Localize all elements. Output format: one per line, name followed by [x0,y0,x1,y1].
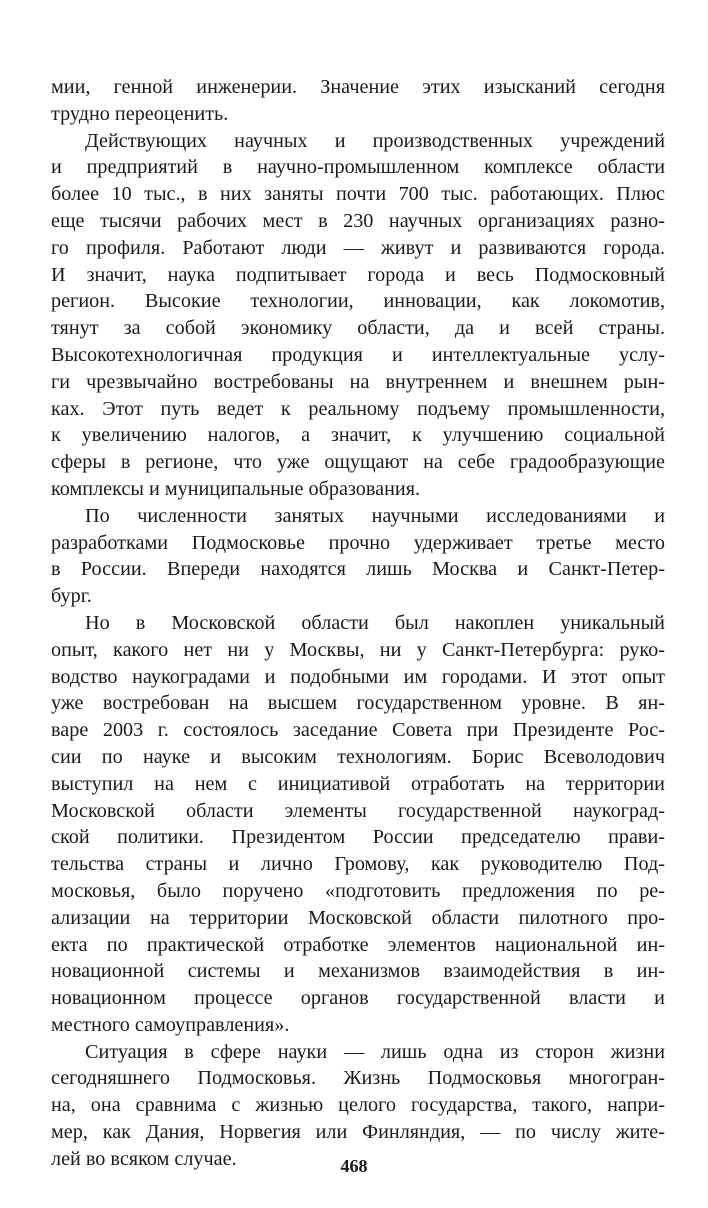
text-line: И значит, наука подпитывает города и весь Подмосковный [51,263,665,286]
text-line: новационном процессе органов государственной власти и [51,987,665,1010]
paragraph-1 [51,74,665,128]
text-line: комплексы и муниципальные образования. [51,477,421,500]
text-line: к увеличению налогов, а значит, к улучшению социальной [51,424,665,447]
paragraph-2 [51,128,665,503]
text-line: ках. Этот путь ведет к реальному подъему промышленности, [51,397,665,420]
text-line: более 10 тыс., в них заняты почти 700 тыс. работающих. Плюс [51,183,665,206]
text-line: Московской области элементы государственной наукоград- [51,799,665,822]
text-line: тельства страны и лично Громову, как руководителю Под- [51,853,665,876]
text-line: водство наукоградами и подобными им городами. И этот опыт [51,665,665,688]
text-line: сферы в регионе, что уже ощущают на себе градообразующие [51,451,665,474]
text-line: варе 2003 г. состоялось заседание Совета при Президенте Рос- [51,719,665,742]
text-line: трудно переоценить. [51,102,229,125]
text-line: еще тысячи рабочих мест в 230 научных организациях разно- [51,209,665,232]
text-line: ализации на территории Московской области пилотного про- [51,906,665,929]
text-line: мии, генной инженерии. Значение этих изысканий сегодня [51,76,665,98]
paragraph-5 [51,1039,665,1173]
text-line: мер, как Дания, Норвегия или Финляндия, — по числу жите- [51,1121,665,1144]
text-line: бург. [51,585,92,608]
page-number: 468 [340,1156,368,1176]
text-line: лей во всяком случае. [51,1147,237,1170]
text-line: и предприятий в научно-промышленном комплексе области [51,156,665,179]
text-line: разработками Подмосковье прочно удерживает третье место [51,531,665,554]
text-line: в России. Впереди находятся лишь Москва и Санкт-Петер- [51,558,665,581]
text-line: Высокотехнологичная продукция и интеллектуальные услу- [51,343,665,366]
text-line: го профиля. Работают люди — живут и развиваются города. [51,236,665,259]
text-line: ской политики. Президентом России председателю прави- [51,826,665,849]
text-line: Действующих научных и производственных учреждений [85,129,665,152]
text-line: ги чрезвычайно востребованы на внутреннем и внешнем рын- [51,370,665,393]
paragraph-4 [51,610,665,1039]
text-line: опыт, какого нет ни у Москвы, ни у Санкт-Петербурга: руко- [51,638,665,661]
page-body-text [51,74,665,1173]
text-line: Ситуация в сфере науки — лишь одна из сторон жизни [85,1040,665,1063]
paragraph-3 [51,503,665,610]
text-line: местного самоуправления». [51,1013,290,1036]
text-line: екта по практической отработке элементов национальной ин- [51,933,665,956]
text-line: сегодняшнего Подмосковья. Жизнь Подмосковья многогран- [51,1067,665,1090]
text-line: По численности занятых научными исследованиями и [85,504,665,527]
text-line: выступил на нем с инициативой отработать на территории [51,772,665,795]
text-line: уже востребован на высшем государственном уровне. В ян- [51,692,665,715]
text-line: новационной системы и механизмов взаимодействия в ин- [51,960,665,983]
text-line: тянут за собой экономику области, да и всей страны. [51,317,665,340]
text-line: сии по науке и высоким технологиям. Борис Всеволодович [51,745,665,768]
text-line: на, она сравнима с жизнью целого государства, такого, напри- [51,1094,665,1117]
text-line: московья, было поручено «подготовить предложения по ре- [51,879,665,902]
text-line: регион. Высокие технологии, инновации, как локомотив, [51,290,665,313]
text-line: Но в Московской области был накоплен уникальный [85,611,665,634]
